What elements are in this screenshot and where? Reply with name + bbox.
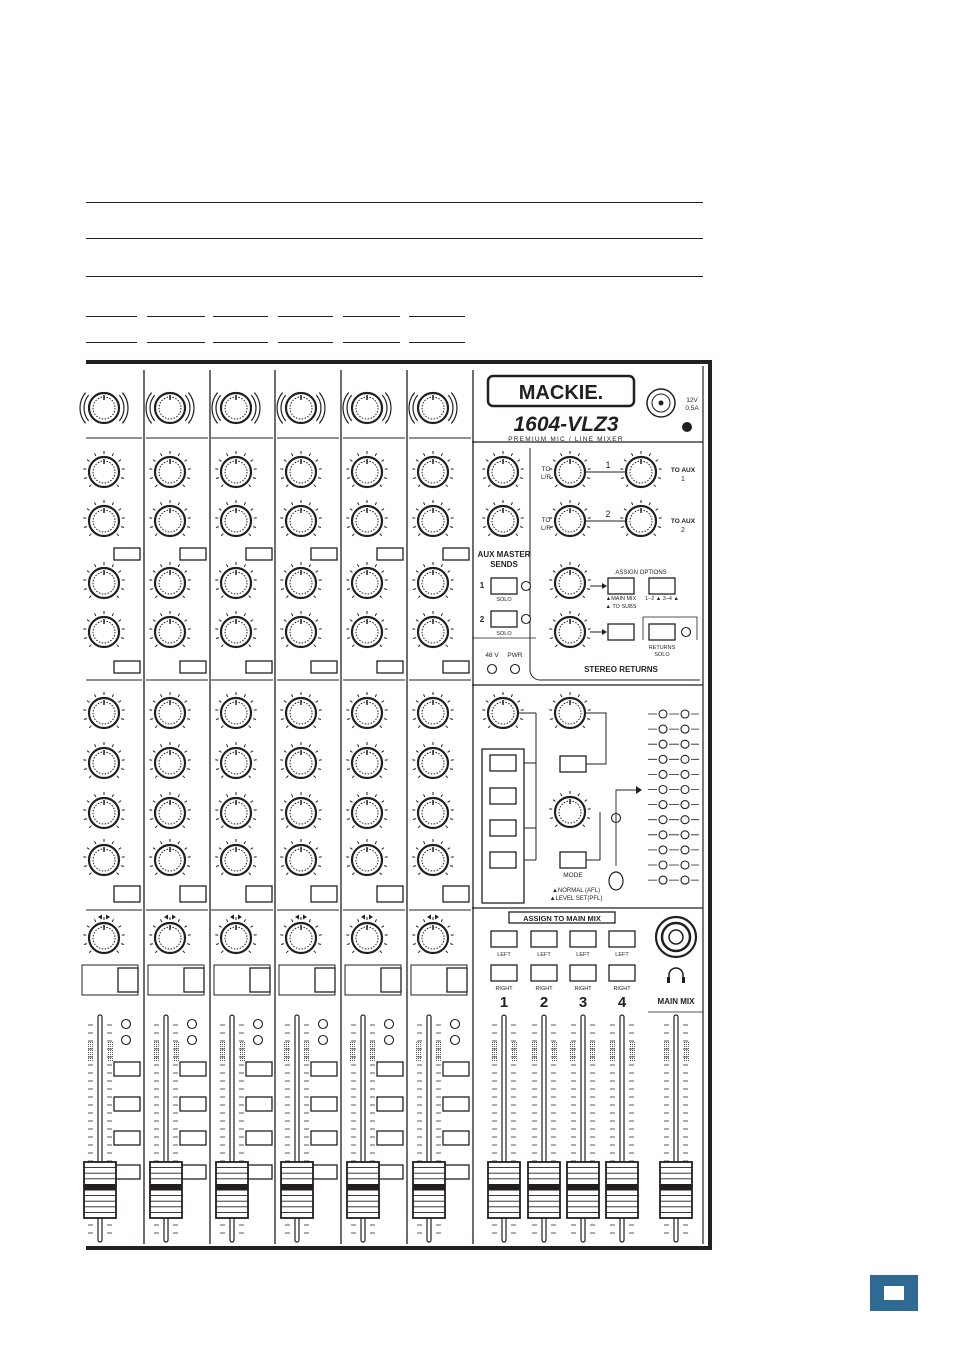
assign-button[interactable]: [311, 1097, 337, 1111]
eq-knob[interactable]: [149, 792, 190, 828]
mute-button[interactable]: [447, 968, 467, 992]
eq-knob[interactable]: [280, 792, 321, 828]
eq-knob[interactable]: [215, 742, 256, 778]
aux-solo-2-label: SOLO: [496, 631, 512, 637]
eq-knob[interactable]: [83, 792, 124, 828]
pan-knob[interactable]: [215, 915, 256, 954]
meter-led-left: [659, 801, 667, 809]
main-mix-assign-button[interactable]: [608, 578, 634, 594]
pan-knob[interactable]: [346, 915, 387, 954]
return-link-lines: [590, 586, 606, 632]
aux-solo-led: [522, 615, 531, 624]
aux-row-1-number: 1: [605, 460, 611, 470]
assign-left-label: LEFT: [537, 952, 551, 958]
fader-cap[interactable]: [567, 1162, 599, 1218]
low-cut-button[interactable]: [114, 886, 140, 902]
aux-send-knob[interactable]: [215, 562, 256, 598]
assign-button[interactable]: [246, 1131, 272, 1145]
assign-right-label: RIGHT: [495, 986, 513, 992]
pre-button[interactable]: [311, 548, 337, 560]
pan-knob[interactable]: [149, 915, 190, 954]
power-led: [511, 665, 520, 674]
assign-to-main-mix-title: ASSIGN TO MAIN MIX: [523, 914, 601, 923]
eq-knob[interactable]: [412, 792, 453, 828]
assign-button[interactable]: [114, 1165, 140, 1179]
aux-master-title-a: AUX MASTER: [477, 550, 531, 559]
mute-led: [319, 1036, 328, 1045]
meter-led-right: [681, 831, 689, 839]
headphones-icon: [669, 968, 683, 981]
mute-led: [122, 1036, 131, 1045]
pre-button[interactable]: [114, 548, 140, 560]
aux-send-knob[interactable]: [83, 562, 124, 598]
trim-knob[interactable]: [343, 393, 391, 424]
assign-right-label: RIGHT: [535, 986, 553, 992]
channel-strip: [277, 393, 339, 1242]
to-aux-2-b: 2: [681, 527, 685, 534]
assign-button[interactable]: [180, 1165, 206, 1179]
aux-return-knob[interactable]: [482, 500, 523, 536]
pre-button[interactable]: [311, 661, 337, 673]
stereo-returns-title: STEREO RETURNS: [584, 665, 658, 674]
signal-led: [451, 1020, 460, 1029]
solo-button[interactable]: [114, 1062, 140, 1076]
to-lr-2-b: L/R: [540, 525, 552, 532]
pan-knob[interactable]: [83, 915, 124, 954]
phantom-label: 48 V: [485, 652, 499, 659]
brand-panel: [488, 376, 699, 443]
subs-assign-button[interactable]: [649, 578, 675, 594]
aux-solo-1-label: SOLO: [496, 597, 512, 603]
fader-cap[interactable]: [150, 1162, 182, 1218]
meter-led-left: [659, 770, 667, 778]
assign-right-button[interactable]: [531, 965, 557, 981]
channel-strip: [343, 393, 405, 1242]
assign-button[interactable]: [377, 1131, 403, 1145]
solo-bracket: [586, 713, 606, 860]
aux-solo-1-number: 1: [479, 581, 485, 590]
mute-button[interactable]: [118, 968, 138, 992]
solo-button[interactable]: [311, 1062, 337, 1076]
channel-strips: [80, 370, 473, 1244]
channel-strip: [211, 393, 273, 1242]
aux-send-knob[interactable]: [83, 500, 124, 536]
aux-send-knob[interactable]: [149, 611, 190, 647]
assign-left-label: LEFT: [576, 952, 590, 958]
assign-button[interactable]: [246, 1097, 272, 1111]
meter-led-right: [681, 801, 689, 809]
solo-button[interactable]: [377, 1062, 403, 1076]
trim-knob[interactable]: [80, 393, 128, 424]
main-mix-fader[interactable]: [660, 1015, 692, 1242]
pre-button[interactable]: [246, 548, 272, 560]
solo-button[interactable]: [443, 1062, 469, 1076]
aux-send-knob[interactable]: [280, 562, 321, 598]
channel-fader[interactable]: [216, 1015, 248, 1242]
meter-led-left: [659, 710, 667, 718]
fader-cap[interactable]: [281, 1162, 313, 1218]
pre-button[interactable]: [443, 548, 469, 560]
pre-button[interactable]: [443, 661, 469, 673]
solo-big-led: [609, 872, 623, 890]
assign-left-label: LEFT: [615, 952, 629, 958]
assign-button[interactable]: [443, 1097, 469, 1111]
pre-button[interactable]: [180, 548, 206, 560]
low-cut-button[interactable]: [311, 886, 337, 902]
aux-send-knob[interactable]: [83, 451, 124, 487]
assign-button[interactable]: [180, 1131, 206, 1145]
returns-solo-led: [682, 628, 691, 637]
fader-cap[interactable]: [528, 1162, 560, 1218]
eq-knob[interactable]: [83, 742, 124, 778]
stereo-return-knob[interactable]: [549, 611, 590, 647]
pre-button[interactable]: [377, 661, 403, 673]
to-subs-line: ▲ TO SUBS: [605, 604, 637, 610]
assign-button[interactable]: [377, 1165, 403, 1179]
subgroup-number: 3: [578, 994, 588, 1011]
meter-led-right: [681, 770, 689, 778]
fader-cap[interactable]: [216, 1162, 248, 1218]
eq-knob[interactable]: [412, 742, 453, 778]
meter-led-left: [659, 846, 667, 854]
eq-knob[interactable]: [149, 692, 190, 728]
assign-button[interactable]: [377, 1097, 403, 1111]
eq-knob[interactable]: [280, 839, 321, 875]
mute-button[interactable]: [184, 968, 204, 992]
assign-left-button[interactable]: [609, 931, 635, 947]
assign-right-button[interactable]: [570, 965, 596, 981]
pre-button[interactable]: [377, 548, 403, 560]
aux-master-title-b: SENDS: [490, 560, 518, 569]
subgroup-fader[interactable]: [606, 1015, 638, 1242]
power-label: PWR: [507, 652, 523, 659]
solo-level-knob[interactable]: [549, 791, 590, 827]
page-tab: [870, 1275, 918, 1311]
meter-led-right: [681, 816, 689, 824]
aux-send-knob[interactable]: [149, 451, 190, 487]
eq-knob[interactable]: [346, 692, 387, 728]
subgroup-fader[interactable]: [567, 1015, 599, 1242]
aux-master-knob[interactable]: [620, 500, 661, 536]
subgroup-controls: [488, 917, 703, 1242]
model-subtitle: PREMIUM MIC / LINE MIXER: [508, 436, 624, 443]
channel-fader[interactable]: [281, 1015, 313, 1242]
returns-solo-b: SOLO: [654, 652, 670, 658]
mode-button[interactable]: [560, 852, 586, 868]
assign-button[interactable]: [114, 1131, 140, 1145]
channel-strip: [409, 393, 471, 1242]
generated-controls: [86, 362, 710, 1248]
mode-normal: ▲NORMAL (AFL): [551, 888, 601, 894]
brand-logo: MACKIE.: [518, 382, 604, 404]
pre-button[interactable]: [246, 661, 272, 673]
channel-fader[interactable]: [413, 1015, 445, 1242]
mute-led: [254, 1036, 263, 1045]
eq-knob[interactable]: [346, 839, 387, 875]
low-cut-button[interactable]: [443, 886, 469, 902]
subgroup-number: 2: [539, 994, 549, 1011]
low-cut-button[interactable]: [180, 886, 206, 902]
aux-solo-button[interactable]: [491, 578, 517, 594]
meter-led-right: [681, 740, 689, 748]
phantom-led: [488, 665, 497, 674]
to-aux-1-b: 1: [681, 476, 685, 483]
aux-master-knob[interactable]: [549, 500, 590, 536]
aux-solo-button[interactable]: [491, 611, 517, 627]
channel-strip: [80, 393, 142, 1242]
to-aux-2-a: TO AUX: [670, 518, 696, 525]
eq-knob[interactable]: [83, 692, 124, 728]
assign-right-label: RIGHT: [613, 986, 631, 992]
aux-send-knob[interactable]: [346, 611, 387, 647]
mute-button[interactable]: [381, 968, 401, 992]
channel-strip: [146, 393, 208, 1242]
aux-solo-led: [522, 582, 531, 591]
assign-button[interactable]: [443, 1131, 469, 1145]
low-cut-button[interactable]: [377, 886, 403, 902]
phones-level-knob[interactable]: [482, 692, 523, 728]
signal-led: [385, 1020, 394, 1029]
mute-button[interactable]: [315, 968, 335, 992]
meter-led-left: [659, 740, 667, 748]
aux-send-knob[interactable]: [280, 611, 321, 647]
trim-knob[interactable]: [146, 393, 194, 424]
source-bracket: [518, 713, 536, 860]
fader-cap[interactable]: [84, 1162, 116, 1218]
signal-led: [122, 1020, 131, 1029]
meter-led-right: [681, 725, 689, 733]
assign-left-label: LEFT: [497, 952, 511, 958]
meter-led-left: [659, 831, 667, 839]
assign-left-button[interactable]: [491, 931, 517, 947]
channel-fader[interactable]: [347, 1015, 379, 1242]
aux-send-knob[interactable]: [149, 562, 190, 598]
solo-section: [550, 872, 603, 902]
subgroup-fader[interactable]: [528, 1015, 560, 1242]
meter-led-right: [681, 710, 689, 718]
meter-led-left: [659, 786, 667, 794]
channel-fader[interactable]: [150, 1015, 182, 1242]
meter-led-left: [659, 876, 667, 884]
returns-solo-a: RETURNS: [648, 645, 676, 651]
aux-send-knob[interactable]: [215, 500, 256, 536]
eq-knob[interactable]: [215, 692, 256, 728]
assign-right-button[interactable]: [609, 965, 635, 981]
meter-led-right: [681, 876, 689, 884]
aux-row-2-number: 2: [605, 509, 611, 519]
assign-right-button[interactable]: [491, 965, 517, 981]
arrow-icon: [636, 786, 642, 794]
aux-send-knob[interactable]: [346, 562, 387, 598]
assign-button[interactable]: [311, 1131, 337, 1145]
trim-knob[interactable]: [409, 393, 457, 424]
signal-led: [254, 1020, 263, 1029]
meter-led-left: [659, 755, 667, 763]
returns-solo-button[interactable]: [649, 624, 675, 640]
solo-button[interactable]: [246, 1062, 272, 1076]
pre-button[interactable]: [180, 661, 206, 673]
mute-led: [188, 1036, 197, 1045]
meter-led-right: [681, 755, 689, 763]
aux-send-knob[interactable]: [215, 611, 256, 647]
aux-send-knob[interactable]: [412, 611, 453, 647]
aux-master-knob[interactable]: [620, 451, 661, 487]
fader-cap[interactable]: [606, 1162, 638, 1218]
assign-right-label: RIGHT: [574, 986, 592, 992]
to-lr-2-a: TO: [541, 517, 551, 524]
eq-knob[interactable]: [149, 742, 190, 778]
mode-level-set: ▲LEVEL SET(PFL): [549, 896, 603, 902]
eq-knob[interactable]: [83, 839, 124, 875]
mode-label: MODE: [563, 872, 583, 879]
pre-button[interactable]: [114, 661, 140, 673]
fader-cap[interactable]: [660, 1162, 692, 1218]
subgroup-number: 1: [499, 994, 509, 1011]
to-aux-1-a: TO AUX: [670, 467, 696, 474]
low-cut-button[interactable]: [246, 886, 272, 902]
meter-led-right: [681, 786, 689, 794]
meter-led-right: [681, 846, 689, 854]
subgroup-fader[interactable]: [488, 1015, 520, 1242]
power-rating-v: 12V: [686, 397, 698, 404]
eq-knob[interactable]: [412, 692, 453, 728]
assign-button[interactable]: [180, 1097, 206, 1111]
meter-led-left: [659, 861, 667, 869]
meter-led-left: [659, 725, 667, 733]
aux-solo-2-number: 2: [479, 615, 485, 624]
meter-arrow-line: [616, 790, 638, 866]
aux-return-knob[interactable]: [482, 451, 523, 487]
fader-cap[interactable]: [347, 1162, 379, 1218]
return-assign-button[interactable]: [608, 624, 634, 640]
fader-cap[interactable]: [413, 1162, 445, 1218]
meter-led-right: [681, 861, 689, 869]
power-switch-icon[interactable]: [682, 422, 692, 432]
subgroup-number: 4: [617, 994, 627, 1011]
assign-left-button[interactable]: [570, 931, 596, 947]
aux-send-knob[interactable]: [412, 451, 453, 487]
eq-knob[interactable]: [149, 839, 190, 875]
main-mix-label: MAIN MIX: [657, 997, 695, 1006]
assign-options-label: ASSIGN OPTIONS: [615, 570, 667, 576]
trim-knob[interactable]: [212, 393, 260, 424]
aux-send-knob[interactable]: [346, 500, 387, 536]
pan-knob[interactable]: [412, 915, 453, 954]
eq-knob[interactable]: [215, 839, 256, 875]
mute-button[interactable]: [250, 968, 270, 992]
channel-fader[interactable]: [84, 1015, 116, 1242]
eq-knob[interactable]: [215, 792, 256, 828]
eq-knob[interactable]: [412, 839, 453, 875]
aux-send-knob[interactable]: [83, 611, 124, 647]
stereo-return-knob[interactable]: [549, 562, 590, 598]
eq-knob[interactable]: [280, 742, 321, 778]
assign-button[interactable]: [114, 1097, 140, 1111]
aux-send-knob[interactable]: [215, 451, 256, 487]
pan-knob[interactable]: [280, 915, 321, 954]
eq-knob[interactable]: [280, 692, 321, 728]
aux-send-knob[interactable]: [149, 500, 190, 536]
control-room-knob[interactable]: [549, 692, 590, 728]
power-rating-a: 0.5A: [685, 405, 699, 412]
to-lr-1-b: L/R: [540, 474, 552, 481]
signal-led: [188, 1020, 197, 1029]
eq-knob[interactable]: [346, 742, 387, 778]
mute-led: [385, 1036, 394, 1045]
mute-led: [451, 1036, 460, 1045]
control-room-button[interactable]: [560, 756, 586, 772]
trim-knob[interactable]: [277, 393, 325, 424]
meter-led-left: [659, 816, 667, 824]
aux-send-knob[interactable]: [412, 562, 453, 598]
source-button[interactable]: [490, 755, 516, 771]
fader-cap[interactable]: [488, 1162, 520, 1218]
sub-pairs-label: 1–2 ▲ 3–4 ▲: [645, 596, 679, 602]
main-mix-line: ▲MAIN MIX: [605, 596, 637, 602]
aux-send-knob[interactable]: [412, 500, 453, 536]
assign-button[interactable]: [443, 1165, 469, 1179]
aux-send-knob[interactable]: [280, 451, 321, 487]
signal-led: [319, 1020, 328, 1029]
aux-send-knob[interactable]: [280, 500, 321, 536]
solo-button[interactable]: [180, 1062, 206, 1076]
source-button[interactable]: [490, 820, 516, 836]
assign-button[interactable]: [246, 1165, 272, 1179]
eq-knob[interactable]: [346, 792, 387, 828]
assign-button[interactable]: [311, 1165, 337, 1179]
model-name: 1604-VLZ3: [513, 413, 619, 436]
aux-master-knob[interactable]: [549, 451, 590, 487]
to-lr-1-a: TO: [541, 466, 551, 473]
aux-send-knob[interactable]: [346, 451, 387, 487]
source-button[interactable]: [490, 788, 516, 804]
assign-left-button[interactable]: [531, 931, 557, 947]
source-button[interactable]: [490, 852, 516, 868]
